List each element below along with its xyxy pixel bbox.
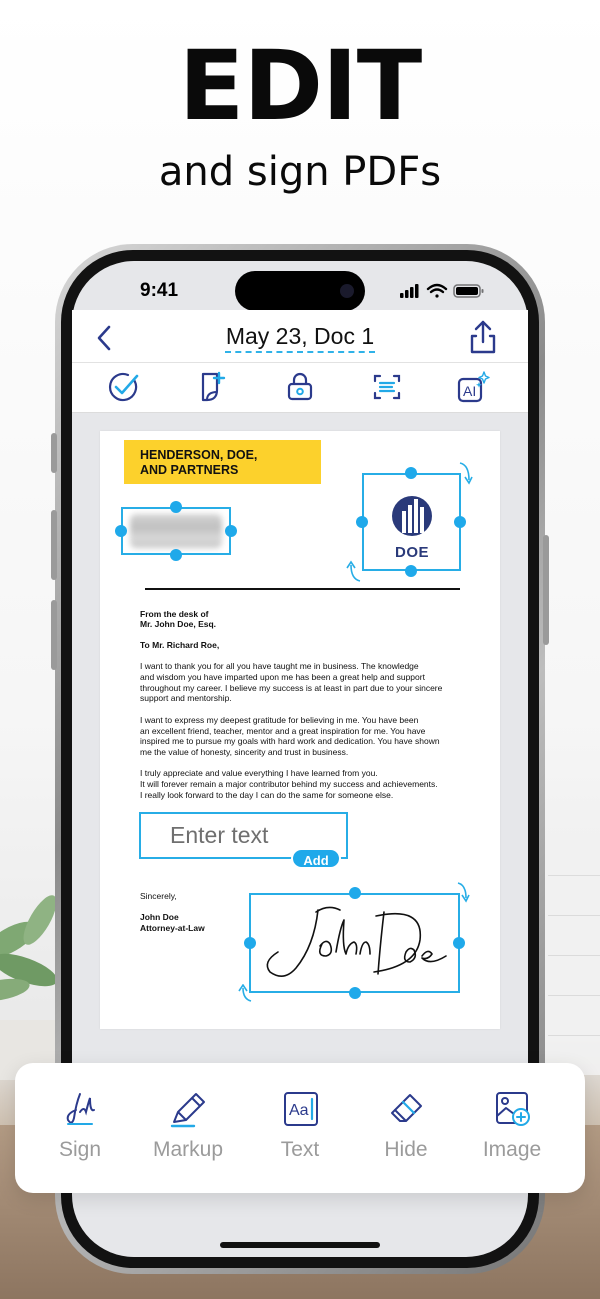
scan-text-icon[interactable] [370,370,404,404]
camera-icon [340,284,354,298]
paragraph-3-line-1: I truly appreciate and value everything I have learned from you. [140,768,378,778]
background-calendar [540,815,600,1075]
sign-tool-button[interactable] [30,1090,130,1170]
from-line-1: From the desk of [140,609,209,619]
text-input-placeholder[interactable]: Enter text [170,822,269,848]
status-time: 9:41 [140,280,179,301]
image-tool-label: Image [482,1138,542,1161]
ai-sparkle-icon[interactable] [456,370,490,404]
paragraph-1-line-3: throughout my career. I believe my success is at least in part due to your sincere [140,683,443,693]
paragraph-2-line-2: an excellent friend, teacher, mentor and a great inspiration for me. You have [140,726,426,736]
signer-title: Attorney-at-Law [140,923,205,933]
markup-tool-label: Markup [152,1138,224,1161]
resize-handle-top[interactable] [170,501,182,513]
resize-handle-left[interactable] [356,516,368,528]
check-circle-icon[interactable] [106,370,140,404]
rotate-icon[interactable] [236,984,254,1004]
header-divider-line [145,588,460,590]
paragraph-3-line-2: It will forever remain a major contributor behind my success and achievements. [140,779,438,789]
paragraph-1-line-4: support and mentorship. [140,693,232,703]
paragraph-1-line-1: I want to thank you for all you have taught me in business. The knowledge [140,661,419,671]
resize-handle-top[interactable] [405,467,417,479]
greeting: To Mr. Richard Roe, [140,640,220,650]
from-line-2: Mr. John Doe, Esq. [140,619,217,629]
status-icons [398,282,486,300]
handwritten-signature[interactable] [256,896,452,988]
resize-handle-left[interactable] [244,937,256,949]
cellular-signal-icon [400,284,419,298]
add-text-button[interactable]: Add [291,848,341,869]
add-image-icon [494,1090,532,1128]
resize-handle-bottom[interactable] [170,549,182,561]
image-tool-button[interactable] [462,1090,562,1170]
resize-handle-right[interactable] [225,525,237,537]
marker-icon [170,1090,208,1128]
home-indicator[interactable] [220,1242,380,1248]
paragraph-2-line-4: me the value of honesty, sincerity and trust in business. [140,747,349,757]
chevron-left-icon [99,327,109,349]
resize-handle-top[interactable] [349,887,361,899]
share-icon [472,322,494,352]
paragraph-3-line-3: I really look forward to the day I can do the same for someone else. [140,790,394,800]
company-logo-icon [391,493,433,539]
svg-text:Aa: Aa [289,1102,309,1119]
phone-volume-down-button [51,600,57,670]
resize-handle-bottom[interactable] [349,987,361,999]
company-name-line-2: AND PARTNERS [140,463,239,477]
eraser-icon [388,1090,426,1128]
document-title[interactable]: May 23, Doc 1 [225,321,375,353]
paragraph-1-line-2: and wisdom you have imparted upon me has been a great help and support [140,672,425,682]
resize-handle-left[interactable] [115,525,127,537]
resize-handle-right[interactable] [453,937,465,949]
text-tool-button[interactable] [250,1090,350,1170]
sign-tool-label: Sign [58,1138,102,1161]
paragraph-2-line-3: inspired me to pursue my goals with hard work and dedication. You have shown [140,736,440,746]
paragraph-2-line-1: I want to express my deepest gratitude for believing in me. You have been [140,715,419,725]
hide-tool-label: Hide [384,1138,428,1161]
resize-handle-right[interactable] [454,516,466,528]
markup-tool-button[interactable] [138,1090,238,1170]
company-name-line-1: HENDERSON, DOE, [140,448,258,462]
headline-title: EDIT [178,30,422,142]
headline-subtitle: and sign PDFs [158,149,442,195]
resize-handle-bottom[interactable] [405,565,417,577]
phone-volume-up-button [51,510,57,580]
logo-text: DOE [394,544,429,561]
address-selection-box[interactable] [121,507,231,555]
battery-icon [454,285,484,297]
signature-icon [62,1090,100,1128]
ai-label: AI [463,383,477,399]
lock-icon[interactable] [283,370,317,404]
wifi-icon [428,285,446,298]
add-page-icon[interactable] [195,370,229,404]
closing: Sincerely, [140,891,177,901]
back-button[interactable] [90,322,118,354]
phone-power-button [543,535,549,645]
hide-tool-button[interactable] [356,1090,456,1170]
text-tool-label: Text [280,1138,320,1161]
signer-name: John Doe [140,912,179,922]
share-button[interactable] [466,318,500,356]
rotate-icon[interactable] [346,560,364,584]
phone-action-button [51,433,57,473]
rotate-icon[interactable] [456,460,474,486]
text-box-icon [282,1090,320,1128]
rotate-icon[interactable] [455,880,473,904]
